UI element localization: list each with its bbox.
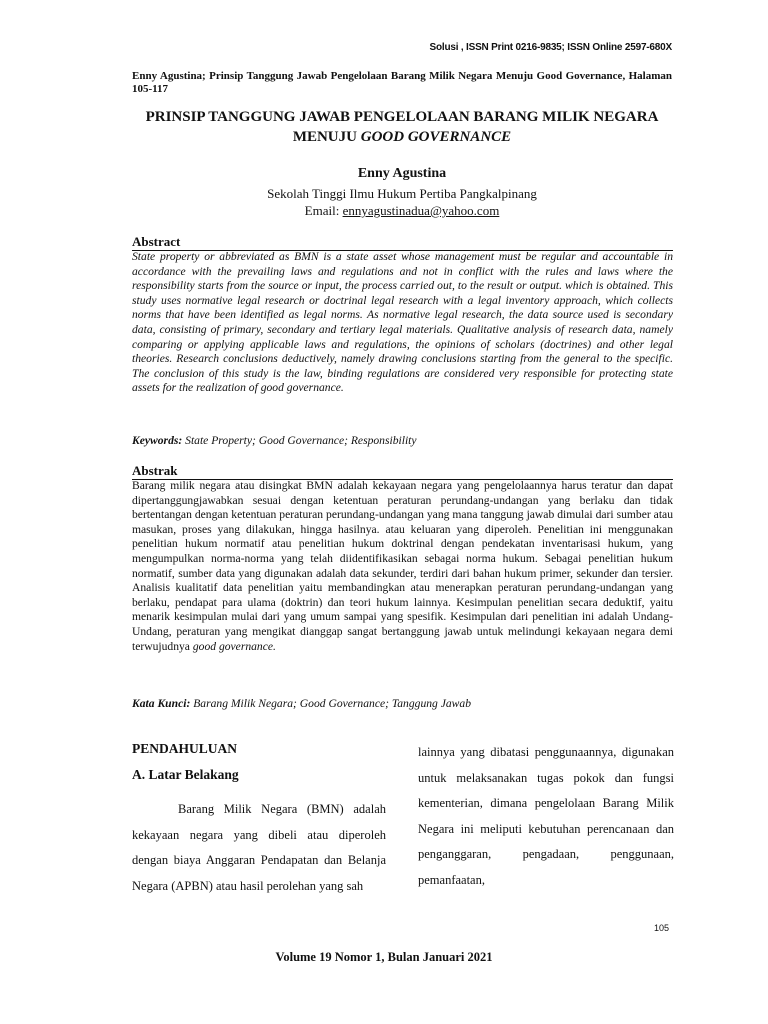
abstract-keywords [132,434,673,448]
left-paragraph: Barang Milik Negara (BMN) adalah kekayaan negara yang dibeli atau diperoleh dengan biaya Anggaran Pendapatan dan Belanja Negara (APBN) atau hasil perolehan yang sah [132,802,386,893]
article-citation: Enny Agustina; Prinsip Tanggung Jawab Pengelolaan Barang Milik Negara Menuju Good Governance, Halaman 105-117 [132,70,672,95]
title-line-1: PRINSIP TANGGUNG JAWAB PENGELOLAAN BARANG MILIK NEGARA [145,109,659,125]
author-affiliation-block [132,185,672,219]
abstrak-keywords [132,697,673,711]
kata-kunci-values: Barang Milik Negara; Good Governance; Tanggung Jawab [190,697,472,710]
keywords-label: Keywords: [132,434,183,447]
keywords-values: State Property; Good Governance; Responsibility [182,434,417,447]
author-email-line [132,202,672,219]
title-line-2-italic: GOOD GOVERNANCE [360,129,512,145]
email-label: Email: [304,203,343,218]
left-column [132,740,386,899]
author-affiliation: Sekolah Tinggi Ilmu Hukum Pertiba Pangkalpinang [267,186,537,201]
email-link[interactable]: ennyagustinadua@yahoo.com [342,203,500,218]
abstract-text: State property or abbreviated as BMN is a state asset whose management must be regular and accountable in accordance with the prevailing laws and regulations and not in conflict with the rules and laws where the responsibility starts from the source or input, the process carried out, to the result or output. which is obtained. This study uses normative legal research or doctrinal legal research with a legal inventory approach, which collects norms that have been identified as legal norms. As normative legal research, the data source used is secondary data, consisting of primary, secondary and tertiary legal materials. Qualitative analysis of research data, namely comparing or applying applicable laws and regulations, the opinions of scholars (doctrines) and other legal theories. Research conclusions deductively, namely drawing conclusions starting from the general to the specific. The conclusion of this study is the law, binding regulations are considered very responsible for protecting state assets for the realization of good governance. [132,250,673,395]
volume-footer: Volume 19 Nomor 1, Bulan Januari 2021 [275,950,493,964]
title-line-2-prefix: MENUJU [292,129,361,145]
abstrak-body-italic-end: good governance. [189,639,276,653]
author-name: Enny Agustina [357,166,447,181]
abstrak-body: Barang milik negara atau disingkat BMN adalah kekayaan negara yang pengelolaannya harus teratur dan dapat dipertanggungjawabkan sesuai dengan ketentuan peraturan perundang-undangan yang berlaku dan tidak bertentangan dengan ketentuan peraturan perundang-undangan yang mana tanggung jawab dimulai dari sumber atau masukan, proses yang dilakukan, hingga hasilnya. atau keluaran yang diperoleh. Penelitian ini menggunakan penelitian hukum normatif atau penelitian hukum doktrinal dengan pendekatan inventarisasi hukum, yang mengumpulkan norma-norma yang telah diidentifikasikan sebagai norma hukum. Sebagai penelitian hukum normatif, sumber data yang digunakan adalah data sekunder, terdiri dari bahan hukum primer, sekunder dan tersier. Analisis kualitatif data penelitian yaitu membandingkan atau menerapkan peraturan perundang-undangan yang berlaku, pendapat para ulama (doktrin) dan teori hukum lainnya. Kesimpulan penelitian secara deduktif, yaitu menarik kesimpulan mulai dari yang umum sampai yang spesifik. Kesimpulan dari penelitian ini adalah Undang-Undang, peraturan yang mengikat dianggap sangat bertanggung jawab untuk melindungi kekayaan negara demi terwujudnya [132,479,673,653]
abstrak-text [132,479,673,654]
abstract-heading: Abstract [132,235,673,251]
right-paragraph: lainnya yang dibatasi penggunaannya, digunakan untuk melaksanakan tugas pokok dan fungsi kementerian, dimana pengelolaan Barang Milik Negara ini meliputi kebutuhan perencanaan dan penganggaran, pengadaan, penggunaan, pemanfaatan, [418,745,674,887]
title-line-2 [132,127,672,147]
abstrak-heading: Abstrak [132,464,673,480]
section-heading: PENDAHULUAN [132,741,238,756]
kata-kunci-label: Kata Kunci: [132,697,191,710]
page-number: 105 [654,923,670,933]
right-column [418,740,674,894]
paper-title [132,107,672,147]
journal-issn: Solusi , ISSN Print 0216-9835; ISSN Online 2597-680X [429,42,672,53]
subsection-heading: A. Latar Belakang [132,767,239,782]
